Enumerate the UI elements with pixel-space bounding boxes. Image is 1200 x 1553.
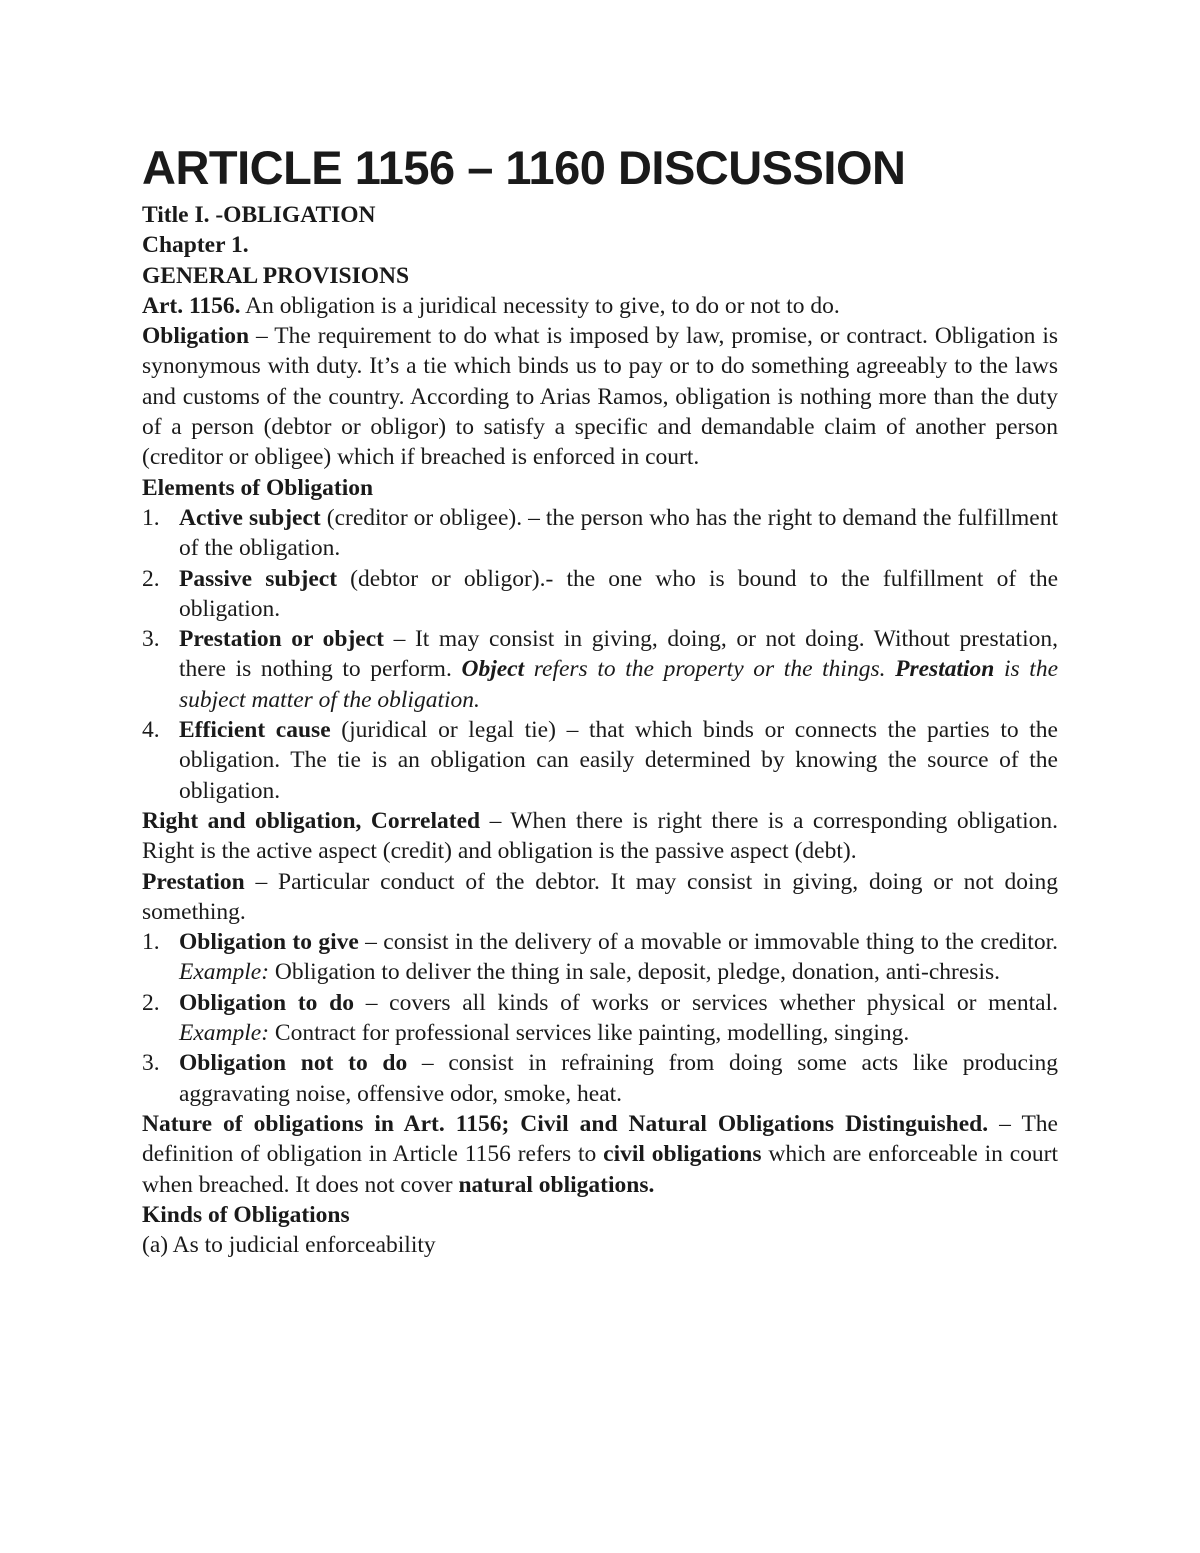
prestation-term-italic: Prestation <box>895 656 995 683</box>
list-term: Obligation to give <box>179 929 359 956</box>
list-item <box>142 624 1058 715</box>
prestation-list <box>142 927 1058 1109</box>
kinds-heading: Kinds of Obligations <box>142 1201 350 1228</box>
chapter-line: Chapter 1. <box>142 232 249 259</box>
list-number: 4. <box>142 717 160 744</box>
example-label: Example: <box>179 959 270 986</box>
nature-paragraph <box>142 1109 1058 1200</box>
list-item <box>142 503 1058 564</box>
list-text: (creditor or obligee). – the person who has the right to demand the fulfillment of the obligation. <box>179 504 1059 562</box>
obligation-term: Obligation <box>142 323 250 350</box>
list-item <box>142 988 1058 1049</box>
art-1156-paragraph <box>142 291 1058 321</box>
elements-list <box>142 503 1058 806</box>
list-term: Obligation to do <box>179 989 354 1016</box>
list-item <box>142 927 1058 988</box>
list-text: – covers all kinds of works or services whether physical or mental. <box>353 989 1058 1016</box>
prestation-note-text: is the subject matter of the obligation. <box>179 656 1059 713</box>
example-text: Obligation to deliver the thing in sale, deposit, pledge, donation, anti-chresis. <box>269 959 1001 986</box>
obligation-text: – The requirement to do what is imposed by law, promise, or contract. Obligation is synonymous with duty. It’s a tie which binds us to pay or to do something agreeably to the laws and customs of the country. According to Arias Ramos, obligation is nothing more than the duty of a person (debtor or obligor) to satisfy a specific and demandable claim of another person (creditor or obligee) which if breached is enforced in court. <box>142 323 1058 471</box>
art-1156-text: An obligation is a juridical necessity to give, to do or not to do. <box>240 292 840 319</box>
correlated-text: – When there is right there is a corresponding obligation. Right is the active aspect (credit) and obligation is the passive aspect (debt). <box>142 807 1059 865</box>
list-term: Efficient cause <box>179 717 331 744</box>
example-text: Contract for professional services like painting, modelling, singing. <box>269 1020 910 1047</box>
list-item <box>142 715 1058 806</box>
prestation-term: Prestation <box>142 868 245 895</box>
list-term: Passive subject <box>179 565 338 592</box>
list-term: Prestation or object <box>179 626 384 653</box>
correlated-paragraph <box>142 806 1058 867</box>
obligation-definition <box>142 321 1058 472</box>
prestation-text: – Particular conduct of the debtor. It may consist in giving, doing or not doing something. <box>142 868 1058 925</box>
nature-term: Nature of obligations in Art. 1156; Civil and Natural Obligations Distinguished. <box>142 1110 989 1137</box>
list-term: Obligation not to do <box>179 1050 408 1077</box>
list-text: (juridical or legal tie) – that which binds or connects the parties to the obligation. The tie is an obligation can easily determined by knowing the source of the obligation. <box>179 717 1058 804</box>
list-number: 3. <box>142 626 160 653</box>
object-term: Object <box>461 656 525 683</box>
section-heading: GENERAL PROVISIONS <box>142 262 410 289</box>
list-text: – It may consist in giving, doing, or not doing. Without prestation, there is nothing to perform. <box>179 626 1058 683</box>
prestation-paragraph <box>142 867 1058 928</box>
list-text: – consist in refraining from doing some acts like producing aggravating noise, offensive odor, smoke, heat. <box>179 1050 1059 1107</box>
list-number: 2. <box>142 989 160 1016</box>
civil-obligations-term: civil obligations <box>603 1141 762 1168</box>
art-1156-label: Art. 1156. <box>142 292 241 319</box>
list-item <box>142 1048 1058 1109</box>
kinds-item-a: (a) As to judicial enforceability <box>142 1232 436 1259</box>
list-number: 3. <box>142 1050 160 1077</box>
document-page <box>142 138 1058 1260</box>
elements-heading: Elements of Obligation <box>142 474 374 501</box>
list-text: (debtor or obligor).- the one who is bound to the fulfillment of the obligation. <box>179 565 1058 622</box>
list-text: – consist in the delivery of a movable or immovable thing to the creditor. <box>358 929 1058 956</box>
list-number: 2. <box>142 565 160 592</box>
example-label: Example: <box>179 1020 270 1047</box>
list-number: 1. <box>142 504 160 531</box>
correlated-term: Right and obligation, Correlated <box>142 807 481 834</box>
natural-obligations-term: natural obligations. <box>458 1171 655 1198</box>
nature-text-1: – The definition of obligation in Article 1156 refers to <box>142 1110 1058 1168</box>
object-text: refers to the property or the things. <box>524 656 896 683</box>
nature-text-2: which are enforceable in court when breached. It does not cover <box>142 1141 1059 1198</box>
list-number: 1. <box>142 929 160 956</box>
list-term: Active subject <box>179 504 321 531</box>
document-title: ARTICLE 1156 – 1160 DISCUSSION <box>142 141 906 194</box>
list-item <box>142 564 1058 625</box>
title-line: Title I. -OBLIGATION <box>142 202 376 228</box>
